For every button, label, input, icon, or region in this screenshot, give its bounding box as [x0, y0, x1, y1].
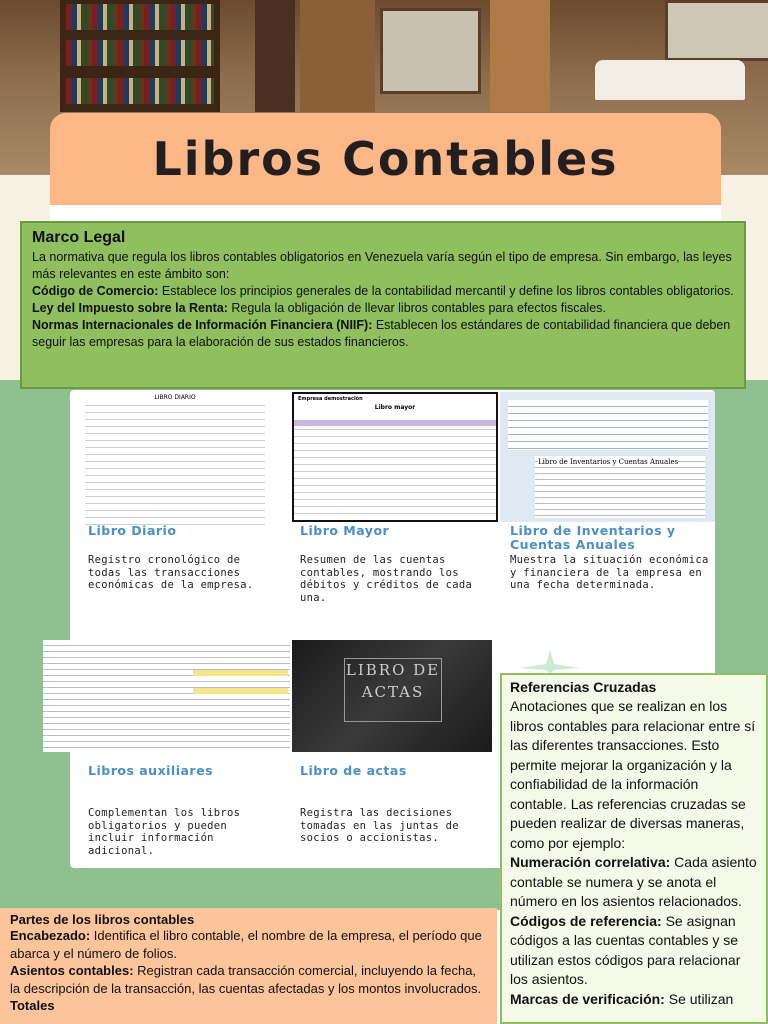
document-lines [294, 416, 496, 520]
card-desc-libros-auxiliares: Complementan los libros obligatorios y pueden incluir información adicional. [88, 807, 241, 857]
card-title-libro-diario: Libro Diario [88, 523, 177, 538]
page-title: Libros Contables [152, 132, 619, 186]
item-term: Totales [10, 998, 55, 1013]
partes-libros-box [0, 908, 497, 1024]
card-desc-libro-diario: Registro cronológico de todas las transacciones económicas de la empresa. [88, 554, 254, 591]
books-row [66, 78, 214, 104]
actas-book-label: LIBRO DE ACTAS [344, 658, 442, 722]
item-text: Regula la obligación de llevar libros contables para efectos fiscales. [227, 301, 606, 315]
card-title-libro-mayor: Libro Mayor [300, 523, 390, 538]
mayor-thumb-heading: Libro mayor [374, 404, 416, 411]
window [380, 8, 481, 94]
card-title-libro-actas: Libro de actas [300, 763, 407, 778]
mayor-thumb-company: Empresa demostración [298, 396, 363, 402]
highlight-row [193, 670, 288, 676]
libro-mayor-image [292, 392, 498, 522]
libro-actas-image [292, 640, 492, 752]
card-desc-libro-inventarios: Muestra la situación económica y financiera de la empresa en una fecha determinada. [510, 554, 709, 591]
item-term: Ley del Impuesto sobre la Renta: [32, 301, 228, 315]
item-text: Cada asiento contable se numera y se anota el número en los asientos relacionados. [510, 854, 757, 909]
item-text: Registran cada transacción comercial, incluyendo la fecha, la descripción de la transacción, las cuentas afectadas y los montos involucrados. [10, 963, 482, 996]
diario-thumb-heading: LIBRO DIARIO [85, 394, 265, 401]
item-text: Establecen los estándares de contabilidad financiera que deben seguir las empresas para la elaboración de sus estados financieros. [32, 318, 731, 349]
partes-item [10, 997, 487, 1015]
item-term: Numeración correlativa: [510, 854, 671, 870]
libros-auxiliares-image [43, 640, 290, 752]
inventory-table [508, 400, 708, 450]
card-title-libro-inventarios: Libro de Inventarios y Cuentas Anuales [510, 523, 676, 552]
document-lines [85, 392, 265, 526]
referencias-heading: Referencias Cruzadas [510, 679, 657, 695]
decorative-star-icon [520, 650, 580, 674]
item-text: Se utilizan [664, 990, 734, 1007]
door [490, 0, 550, 112]
item-term: Normas Internacionales de Información Financiera (NIIF): [32, 318, 373, 332]
books-row [66, 40, 214, 66]
referencias-item [510, 990, 758, 1010]
card-desc-libro-mayor: Resumen de las cuentas contables, mostrando los débitos y créditos de cada una. [300, 554, 473, 604]
card-title-libros-auxiliares: Libros auxiliares [88, 763, 214, 778]
libro-inventarios-image [500, 392, 715, 522]
marco-legal-item [32, 300, 734, 317]
window [665, 0, 768, 61]
item-term: Códigos de referencia: [510, 912, 662, 929]
highlight-row [294, 420, 496, 426]
item-text: Establece los principios generales de la contabilidad mercantil y define los libros contables obligatorios. [158, 284, 734, 298]
marco-legal-item [32, 317, 734, 351]
shelf-unit [300, 0, 375, 112]
item-term: Código de Comercio: [32, 284, 159, 298]
item-term: Encabezado: [10, 928, 91, 943]
marco-legal-item [32, 283, 734, 300]
item-term: Marcas de verificación: [510, 990, 665, 1007]
referencias-item [510, 912, 758, 990]
spreadsheet-lines [43, 640, 290, 752]
referencias-intro: Anotaciones que se realizan en los libros contables para relacionar entre sí las diferentes transacciones. Esto permite mejorar la organización y la confiabilidad de la información contable. Las referencias cruzadas se pueden realizar de diversas maneras, como por ejemplo: [510, 698, 756, 851]
lamp-shade [595, 60, 745, 100]
marco-legal-heading: Marco Legal [32, 229, 126, 246]
books-row [66, 4, 214, 30]
partes-item [10, 962, 487, 997]
libro-diario-image [85, 392, 265, 526]
inventario-thumb-heading: Libro de Inventarios y Cuentas Anuales [538, 458, 679, 466]
partes-heading: Partes de los libros contables [10, 912, 195, 927]
referencias-cruzadas-box [500, 673, 768, 1024]
item-text: Se asignan códigos a las cuentas contables y se utilizan estos códigos para relacionar los asientos. [510, 912, 741, 987]
referencias-item [510, 853, 758, 912]
title-banner [50, 113, 721, 205]
partes-item [10, 927, 487, 962]
card-desc-libro-actas: Registra las decisiones tomadas en las juntas de socios o accionistas. [300, 807, 459, 844]
shelf-unit [255, 0, 295, 112]
item-text: Identifica el libro contable, el nombre de la empresa, el período que abarca y el número de folios. [10, 928, 482, 961]
highlight-row [193, 688, 288, 694]
marco-legal-intro: La normativa que regula los libros contables obligatorios en Venezuela varía según el tipo de empresa. Sin embargo, las leyes más relevantes en este ámbito son: [32, 250, 732, 281]
marco-legal-box [20, 221, 746, 389]
item-term: Asientos contables: [10, 963, 134, 978]
